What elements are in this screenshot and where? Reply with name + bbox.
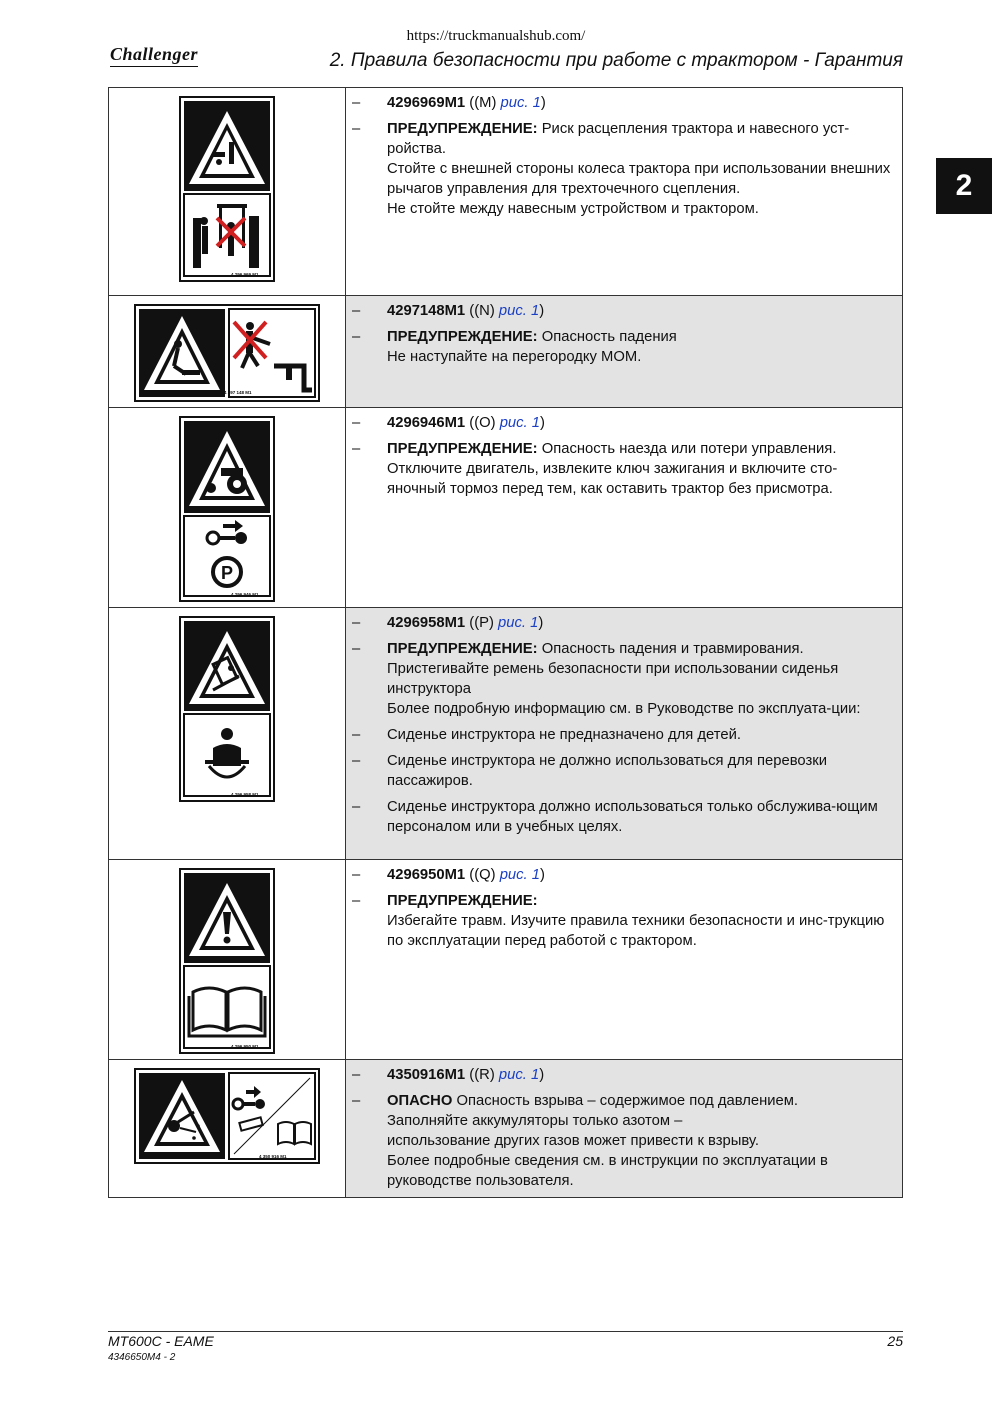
table-row bbox=[109, 296, 903, 408]
decal-caption: 4 296 969 M1 bbox=[231, 272, 259, 277]
svg-text:P: P bbox=[221, 563, 234, 583]
table-row bbox=[109, 88, 903, 296]
warning-label: ПРЕДУПРЕЖДЕНИЕ: bbox=[387, 641, 538, 657]
part-number: 4296950M1 bbox=[387, 867, 466, 883]
ref-suffix: ) bbox=[538, 615, 544, 631]
bullet-text: Сиденье инструктора не предназначено для детей. bbox=[387, 727, 741, 743]
danger-label: ОПАСНО bbox=[387, 1093, 453, 1109]
instruction-text: Более подробные сведения см. в инструкции по эксплуатации в руководстве пользователя. bbox=[387, 1153, 828, 1189]
bullet-text: Сиденье инструктора должно использоваться только обслужива-ющим персоналом или в учебных целях. bbox=[387, 799, 878, 835]
part-number: 4297148M1 bbox=[387, 303, 466, 319]
ref-suffix: ) bbox=[539, 1067, 545, 1083]
decal-image-cell bbox=[109, 296, 346, 408]
instruction-text: Стойте с внешней стороны колеса трактора при использовании внешних рычагов управления для трехточечного сцепления. bbox=[387, 161, 891, 197]
challenger-logo: Challenger bbox=[110, 44, 199, 64]
figure-link[interactable]: рис. 1 bbox=[499, 415, 540, 431]
instruction-text: Пристегивайте ремень безопасности при использовании сиденья инструктора bbox=[387, 661, 839, 697]
decal-read-manual-image bbox=[179, 868, 275, 1054]
logo-underline bbox=[110, 66, 198, 67]
ref-suffix: ) bbox=[540, 415, 545, 431]
figure-link[interactable]: рис. 1 bbox=[498, 303, 540, 319]
warning-text: Опасность взрыва – содержимое под давлением. bbox=[452, 1093, 799, 1109]
page-number: 25 bbox=[887, 1333, 903, 1349]
table-row bbox=[109, 608, 903, 860]
safety-decal-table bbox=[108, 87, 903, 1198]
table-row bbox=[109, 860, 903, 1060]
decal-caption: 4 296 950 M1 bbox=[231, 1044, 259, 1049]
instruction-text: Не стойте между навесным устройством и трактором. bbox=[387, 201, 759, 217]
decal-explosion-hazard-image bbox=[134, 1068, 320, 1164]
warning-label: ПРЕДУПРЕЖДЕНИЕ: bbox=[387, 329, 538, 345]
warning-label: ПРЕДУПРЕЖДЕНИЕ: bbox=[387, 121, 538, 137]
decal-text-cell: – 4296946M1 ((O) рис. 1) – ПРЕДУПРЕЖДЕНИЕ: Опасность наезда или потери управления. Отключите двигатель, извлеките ключ зажигания и включите сто-яночный тормоз перед тем, как оставить трактор без присмотра. bbox=[346, 408, 903, 608]
warning-text: Риск расцепления трактора и навесного уст-ройства. bbox=[387, 121, 850, 157]
instruction-text: Заполняйте аккумуляторы только азотом – bbox=[387, 1113, 683, 1129]
instruction-text: Избегайте травм. Изучите правила техники безопасности и инс-трукцию по эксплуатации перед работой с трактором. bbox=[387, 913, 885, 949]
part-number: 4350916M1 bbox=[387, 1067, 466, 1083]
table-row bbox=[109, 1060, 903, 1198]
instruction-text: использование других газов может привести к взрыву. bbox=[387, 1133, 759, 1149]
decal-caption: 4 296 946 M1 bbox=[231, 592, 259, 597]
ref-suffix: ) bbox=[540, 95, 546, 111]
ref-suffix: ) bbox=[539, 303, 545, 319]
decal-image-cell bbox=[109, 88, 346, 296]
decal-image-cell bbox=[109, 1060, 346, 1198]
part-number: 4296958M1 bbox=[387, 615, 466, 631]
decal-caption: 4 350 916 M1 bbox=[259, 1154, 287, 1159]
footer-model: MT600C - EAME bbox=[108, 1333, 214, 1349]
decal-caption: 4 296 958 M1 bbox=[231, 792, 259, 797]
decal-fall-hazard-image bbox=[134, 304, 320, 402]
table-row bbox=[109, 408, 903, 608]
decal-hitch-hazard-image bbox=[179, 96, 275, 290]
warning-text: Опасность падения bbox=[537, 329, 677, 345]
bullet-text: Сиденье инструктора не должно использоваться для перевозки пассажиров. bbox=[387, 753, 828, 789]
decal-caption: 4 297 148 M1 bbox=[224, 390, 252, 395]
figure-link[interactable]: рис. 1 bbox=[500, 95, 541, 111]
figure-link[interactable]: рис. 1 bbox=[499, 867, 540, 883]
ref-prefix: ((M) bbox=[465, 95, 501, 111]
warning-label: ПРЕДУПРЕЖДЕНИЕ: bbox=[387, 893, 538, 909]
warning-text: Опасность падения и травмирования. bbox=[537, 641, 804, 657]
source-url[interactable]: https://truckmanualshub.com/ bbox=[406, 28, 586, 44]
ref-prefix: ((Q) bbox=[465, 867, 500, 883]
decal-text-cell: – 4296969M1 ((M) рис. 1) – ПРЕДУПРЕЖДЕНИЕ: Риск расцепления трактора и навесного уст-ройства. Стойте с внешней стороны колеса трактора при использовании внешних рычагов управления для трехточечного сцепления. Не стойте между навесным устройством и трактором. bbox=[346, 88, 903, 296]
ref-suffix: ) bbox=[540, 867, 545, 883]
decal-runover-hazard-image bbox=[179, 416, 275, 602]
part-number: 4296969M1 bbox=[387, 95, 466, 111]
seated-person-icon bbox=[221, 728, 233, 740]
footer-doc-number: 4346650M4 - 2 bbox=[108, 1352, 176, 1363]
decal-image-cell bbox=[109, 408, 346, 608]
decal-text-cell: – 4296958M1 ((P) рис. 1) – ПРЕДУПРЕЖДЕНИЕ: Опасность падения и травмирования. Пристегивайте ремень безопасности при использовании сиденья инструктора Более подробную информацию см. в Руководстве по эксплуата-ции: – Сиденье инструктора не предназначено для детей. – Сиденье инструктора не должно использоваться для перевозки пассажиров. – Сиденье инструктора должно использоваться только обслужива-ющим персоналом или в учебных целях. bbox=[346, 608, 903, 860]
warning-text: Опасность наезда или потери управления. Отключите двигатель, извлеките ключ зажигания и включите сто-яночный тормоз перед тем, как оставить трактор без присмотра. bbox=[387, 441, 838, 497]
ref-prefix: ((O) bbox=[465, 415, 500, 431]
ref-prefix: ((N) bbox=[465, 303, 499, 319]
ref-prefix: ((P) bbox=[465, 615, 499, 631]
instruction-text: Не наступайте на перегородку МОМ. bbox=[387, 349, 642, 365]
figure-link[interactable]: рис. 1 bbox=[498, 615, 539, 631]
decal-image-cell bbox=[109, 860, 346, 1060]
warning-label: ПРЕДУПРЕЖДЕНИЕ: bbox=[387, 441, 538, 457]
instruction-text: Более подробную информацию см. в Руководстве по эксплуата-ции: bbox=[387, 701, 861, 717]
page-title: 2. Правила безопасности при работе с трактором - Гарантия bbox=[329, 50, 903, 71]
figure-link[interactable]: рис. 1 bbox=[498, 1067, 540, 1083]
chapter-tab: 2 bbox=[936, 158, 992, 214]
decal-text-cell: – 4296950M1 ((Q) рис. 1) – ПРЕДУПРЕЖДЕНИЕ: Избегайте травм. Изучите правила техники безопасности и инс-трукцию по эксплуатации перед работой с трактором. bbox=[346, 860, 903, 1060]
part-number: 4296946M1 bbox=[387, 415, 466, 431]
ref-prefix: ((R) bbox=[465, 1067, 499, 1083]
decal-image-cell bbox=[109, 608, 346, 860]
decal-instructor-seat-image bbox=[179, 616, 275, 802]
footer-divider bbox=[108, 1331, 903, 1332]
decal-text-cell: – 4350916M1 ((R) рис. 1) – ОПАСНО Опасность взрыва – содержимое под давлением. Заполняйте аккумуляторы только азотом – использование других газов может привести к взрыву. Более подробные сведения см. в инструкции по эксплуатации в руководстве пользователя. bbox=[346, 1060, 903, 1198]
decal-text-cell: – 4297148M1 ((N) рис. 1) – ПРЕДУПРЕЖДЕНИЕ: Опасность падения Не наступайте на перегородку МОМ. bbox=[346, 296, 903, 408]
